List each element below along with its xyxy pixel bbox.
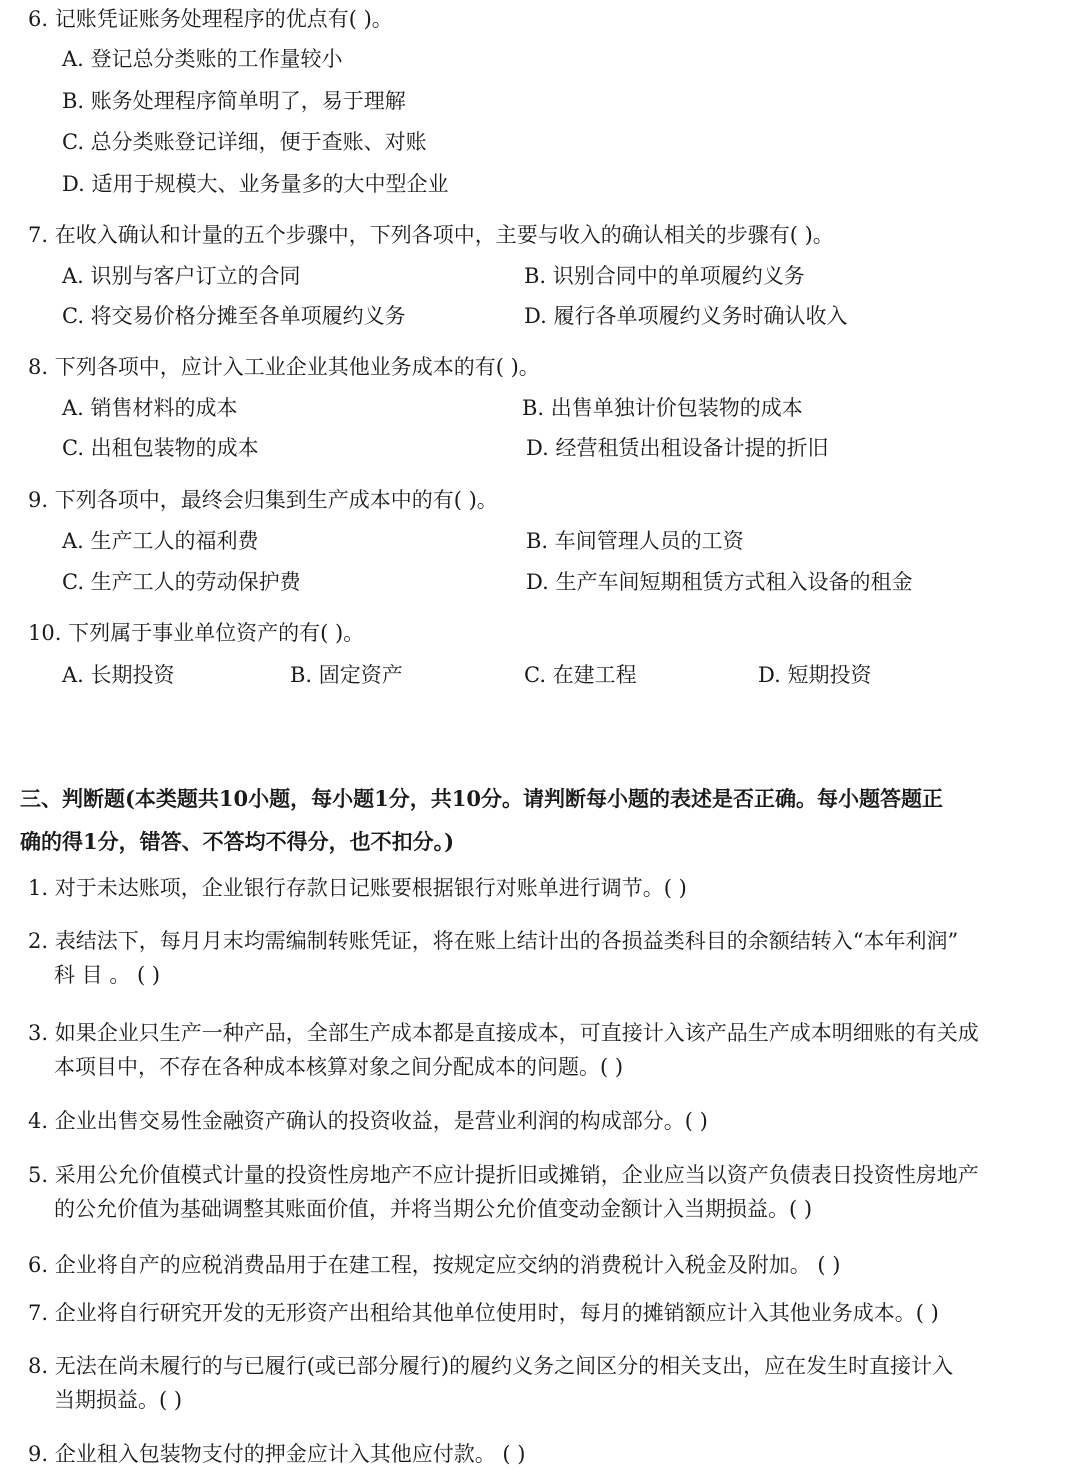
question-8-stem: 8. 下列各项中，应计入工业企业其他业务成本的有( )。 <box>28 355 540 379</box>
judgement-item-text-cont: 的公允价值为基础调整其账面价值，并将当期公允价值变动金额计入当期损益。( ) <box>54 1197 813 1221</box>
judgement-item-7 <box>28 1296 1068 1330</box>
question-9-option-c: C. 生产工人的劳动保护费 <box>62 570 301 594</box>
judgement-item-text-cont: 当期损益。( ) <box>54 1388 183 1412</box>
question-6-option-a: A. 登记总分类账的工作量较小 <box>62 47 343 71</box>
judgement-item-text: 3. 如果企业只生产一种产品，全部生产成本都是直接成本，可直接计入该产品生产成本明细账的有关成 <box>28 1021 979 1045</box>
judgement-item-text: 1. 对于未达账项，企业银行存款日记账要根据银行对账单进行调节。( ) <box>28 876 687 900</box>
question-7-option-a: A. 识别与客户订立的合同 <box>62 264 301 288</box>
judgement-item-8 <box>28 1349 1068 1417</box>
question-9-option-a: A. 生产工人的福利费 <box>62 529 259 553</box>
judgement-item-text: 5. 采用公允价值模式计量的投资性房地产不应计提折旧或摊销，企业应当以资产负债表日投资性房地产 <box>28 1163 979 1187</box>
section-3-heading <box>20 777 1065 863</box>
judgement-item-2 <box>28 924 1068 992</box>
judgement-item-6 <box>28 1248 1068 1282</box>
question-9-option-d: D. 生产车间短期租赁方式租入设备的租金 <box>526 570 913 594</box>
question-8-option-a: A. 销售材料的成本 <box>62 396 238 420</box>
question-6-option-b: B. 账务处理程序简单明了，易于理解 <box>62 89 406 113</box>
judgement-item-text: 8. 无法在尚未履行的与已履行(或已部分履行)的履约义务之间区分的相关支出，应在发生时直接计入 <box>28 1354 954 1378</box>
question-6-option-d: D. 适用于规模大、业务量多的大中型企业 <box>62 172 449 196</box>
question-10-stem: 10. 下列属于事业单位资产的有( )。 <box>28 621 365 645</box>
question-8-option-d: D. 经营租赁出租设备计提的折旧 <box>526 436 829 460</box>
question-6-option-c: C. 总分类账登记详细，便于查账、对账 <box>62 130 427 154</box>
question-10-option-b: B. 固定资产 <box>290 663 403 687</box>
question-8-option-c: C. 出租包装物的成本 <box>62 436 259 460</box>
question-8-option-b: B. 出售单独计价包装物的成本 <box>522 396 803 420</box>
judgement-item-5 <box>28 1158 1068 1226</box>
judgement-item-text: 7. 企业将自行研究开发的无形资产出租给其他单位使用时，每月的摊销额应计入其他业务成本。( ) <box>28 1301 939 1325</box>
section-3-heading-line2: 确的得1分，错答、不答均不得分，也不扣分。) <box>20 829 455 854</box>
question-7-option-b: B. 识别合同中的单项履约义务 <box>524 264 805 288</box>
question-10-option-c: C. 在建工程 <box>524 663 637 687</box>
question-9-stem: 9. 下列各项中，最终会归集到生产成本中的有( )。 <box>28 488 498 512</box>
judgement-item-1 <box>28 871 1068 905</box>
judgement-item-text: 4. 企业出售交易性金融资产确认的投资收益，是营业利润的构成部分。( ) <box>28 1109 708 1133</box>
judgement-item-text-cont: 本项目中，不存在各种成本核算对象之间分配成本的问题。( ) <box>54 1055 624 1079</box>
judgement-item-3 <box>28 1016 1068 1084</box>
question-7-stem: 7. 在收入确认和计量的五个步骤中，下列各项中，主要与收入的确认相关的步骤有( )。 <box>28 223 834 247</box>
judgement-item-4 <box>28 1104 1068 1138</box>
judgement-item-9 <box>28 1437 1068 1471</box>
question-10-option-d: D. 短期投资 <box>758 663 872 687</box>
question-10-option-a: A. 长期投资 <box>62 663 175 687</box>
question-6-stem: 6. 记账凭证账务处理程序的优点有( )。 <box>28 7 393 31</box>
question-9-option-b: B. 车间管理人员的工资 <box>526 529 744 553</box>
judgement-item-text-cont: 科 目 。 ( ) <box>54 963 161 987</box>
question-7-option-c: C. 将交易价格分摊至各单项履约义务 <box>62 304 406 328</box>
section-3-heading-line1: 三、判断题(本类题共10小题，每小题1分，共10分。请判断每小题的表述是否正确。每小题答题正 <box>20 786 943 811</box>
question-7-option-d: D. 履行各单项履约义务时确认收入 <box>524 304 848 328</box>
judgement-item-text: 9. 企业租入包装物支付的押金应计入其他应付款。 ( ) <box>28 1442 526 1466</box>
judgement-item-text: 6. 企业将自产的应税消费品用于在建工程，按规定应交纳的消费税计入税金及附加。 ( ) <box>28 1253 841 1277</box>
judgement-item-text: 2. 表结法下，每月月末均需编制转账凭证，将在账上结计出的各损益类科目的余额结转入“本年利润” <box>28 929 959 953</box>
